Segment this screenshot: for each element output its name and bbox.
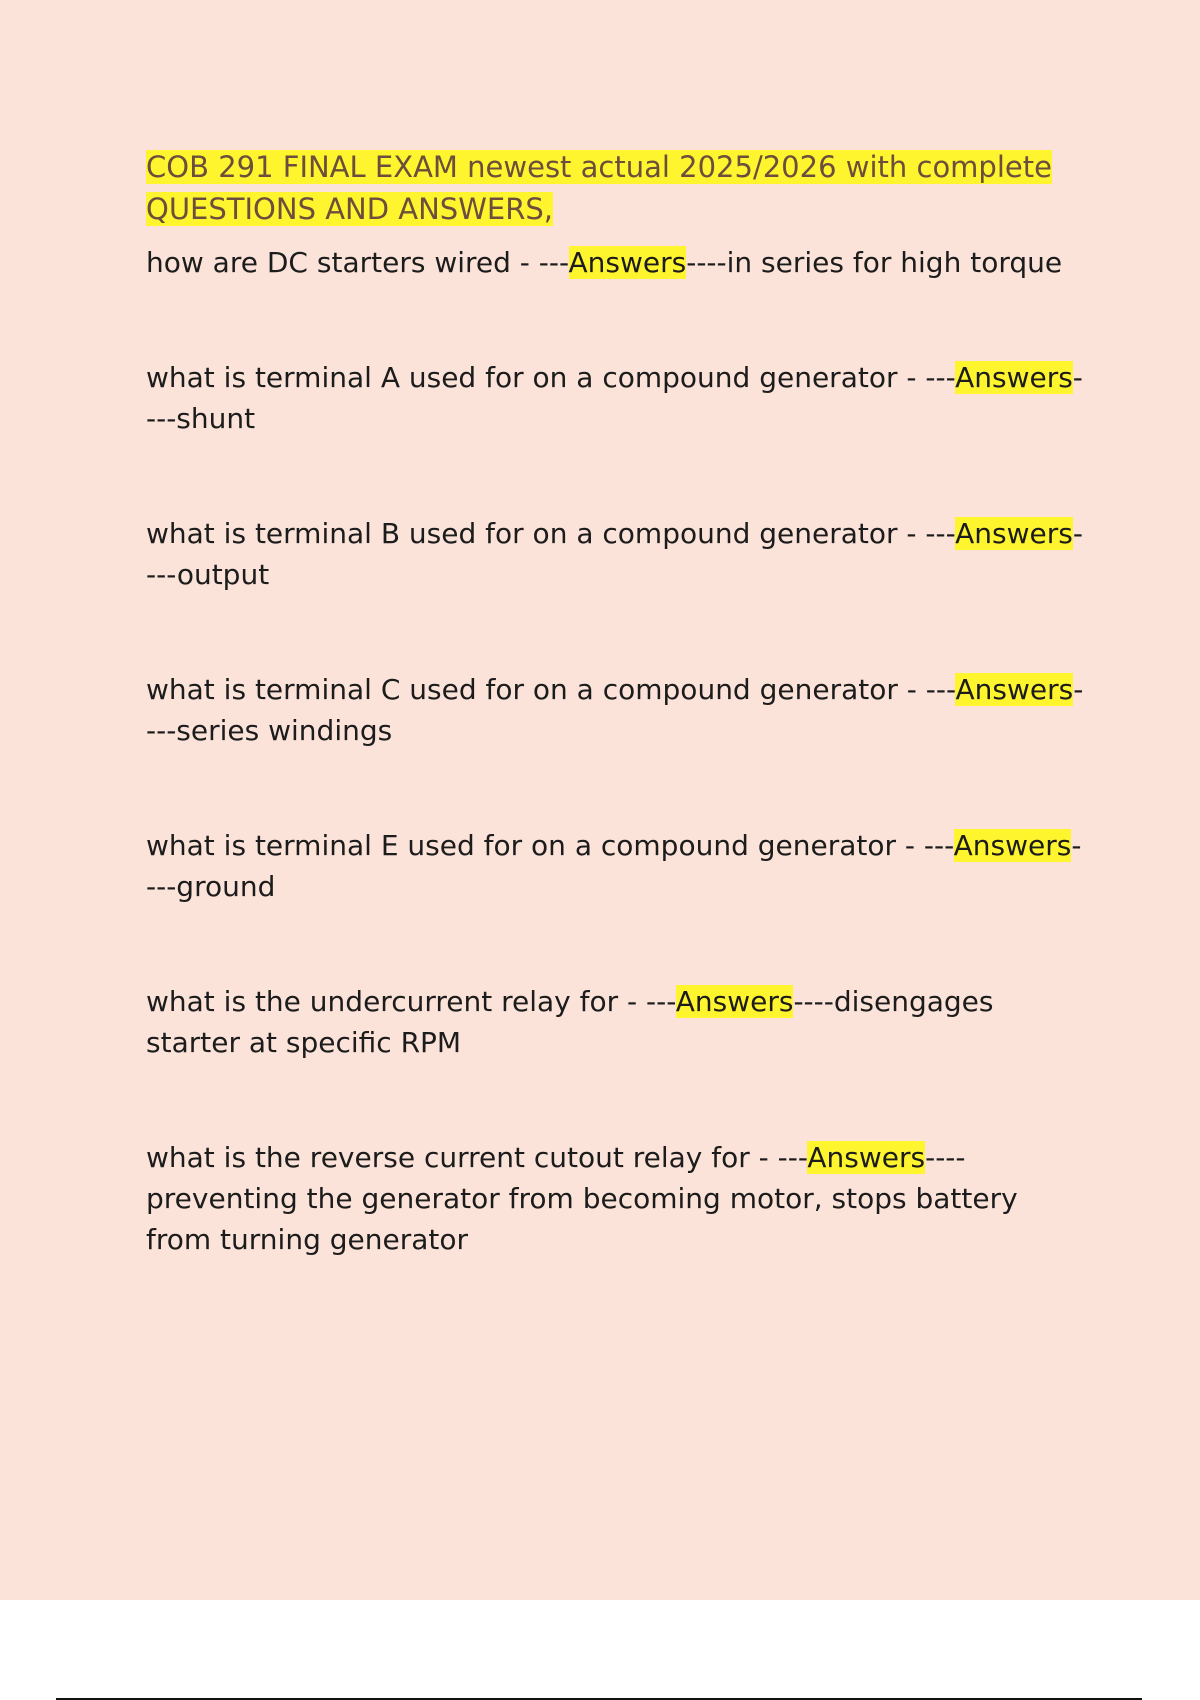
question-text: what is terminal B used for on a compound generator - ---	[146, 517, 956, 550]
title-highlight: COB 291 FINAL EXAM newest actual 2025/2026 with complete QUESTIONS AND ANSWERS,	[146, 150, 1052, 226]
answers-label: Answers	[807, 1141, 926, 1174]
answers-label: Answers	[955, 361, 1073, 394]
answer-text: ----series windings	[146, 673, 1084, 747]
document-title	[146, 146, 1086, 230]
question-text: what is the reverse current cutout relay for - ---	[146, 1141, 808, 1174]
answer-text: ----shunt	[146, 361, 1083, 435]
answer-text: ----in series for high torque	[686, 246, 1063, 279]
question-text: how are DC starters wired - ---	[146, 246, 569, 279]
qa-item	[146, 513, 1086, 595]
answers-label: Answers	[568, 246, 687, 279]
qa-item	[146, 357, 1086, 439]
qa-item	[146, 825, 1086, 907]
question-text: what is terminal E used for on a compound generator - ---	[146, 829, 954, 862]
document-content	[146, 146, 1086, 1334]
answers-label: Answers	[953, 829, 1072, 862]
question-text: what is the undercurrent relay for - ---	[146, 985, 676, 1018]
qa-item	[146, 242, 1086, 283]
answers-label: Answers	[675, 985, 794, 1018]
answer-text: ----preventing the generator from becoming motor, stops battery from turning generator	[146, 1141, 1018, 1256]
answer-text: ----disengages starter at specific RPM	[146, 985, 994, 1059]
answer-text: ----output	[146, 517, 1083, 591]
qa-item	[146, 981, 1086, 1063]
qa-item	[146, 669, 1086, 751]
answer-text: ----ground	[146, 829, 1082, 903]
question-text: what is terminal A used for on a compound generator - ---	[146, 361, 956, 394]
answers-label: Answers	[955, 517, 1073, 550]
qa-item	[146, 1137, 1086, 1260]
question-text: what is terminal C used for on a compound generator - ---	[146, 673, 956, 706]
answers-label: Answers	[955, 673, 1074, 706]
